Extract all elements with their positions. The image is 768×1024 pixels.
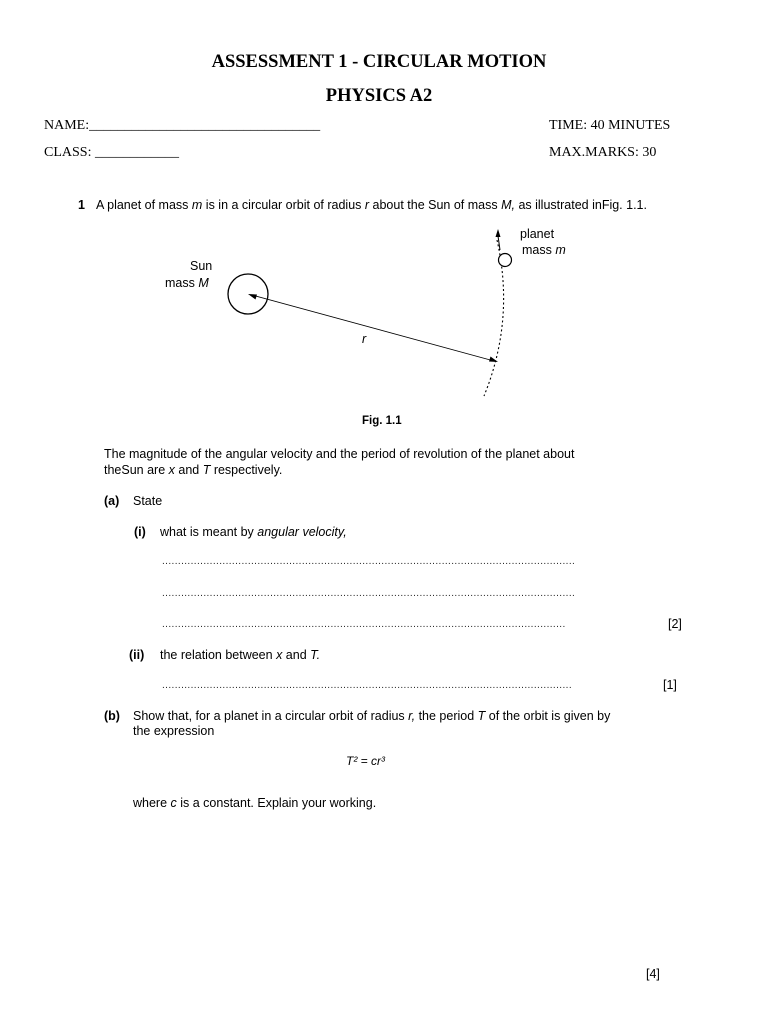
answer-line[interactable]: ............................................................................................................................... bbox=[162, 619, 566, 630]
question-number: 1 bbox=[78, 198, 85, 212]
planet-label: planet bbox=[520, 227, 555, 241]
radius-label: r bbox=[362, 332, 367, 346]
part-a-text: State bbox=[133, 494, 163, 508]
part-a-i-text-plain: what is meant by bbox=[160, 525, 258, 539]
page-subtitle: PHYSICS A2 bbox=[325, 86, 433, 106]
orbit-direction-line bbox=[498, 236, 500, 250]
part-a-i-text-italic: angular velocity, bbox=[257, 525, 347, 539]
intro-text: is in a circular orbit of radius bbox=[202, 198, 365, 212]
part-b-text-line2: the expression bbox=[133, 724, 215, 738]
part-b-where-text bbox=[133, 796, 376, 810]
part-a-ii-text-plain: and bbox=[282, 648, 311, 662]
page-title: ASSESSMENT 1 - CIRCULAR MOTION bbox=[211, 52, 547, 72]
part-a-label: (a) bbox=[104, 494, 120, 508]
planet-mass-symbol: m bbox=[555, 243, 566, 257]
sun-mass-symbol: M bbox=[198, 276, 209, 290]
max-marks-label: MAX.MARKS: 30 bbox=[549, 145, 657, 160]
para-text: theSun are bbox=[104, 463, 169, 477]
part-b-text-line1 bbox=[133, 709, 610, 723]
para-symbol-T: T bbox=[202, 463, 211, 477]
part-a-i-label: (i) bbox=[134, 525, 146, 539]
planet-mass-label bbox=[522, 243, 566, 257]
intro-text: about the Sun of mass bbox=[369, 198, 502, 212]
sun-label: Sun bbox=[190, 259, 213, 273]
orbit-diagram bbox=[0, 0, 768, 420]
part-b-text-plain: of the orbit is given by bbox=[485, 709, 611, 723]
part-b-text-plain: Show that, for a planet in a circular orbit of radius bbox=[133, 709, 409, 723]
answer-line[interactable]: .................................................................................................................................. bbox=[162, 588, 576, 599]
part-b-where-plain: where bbox=[133, 796, 171, 810]
part-a-ii-symbol-x: x bbox=[276, 648, 283, 662]
question-paragraph-line1: The magnitude of the angular velocity and the period of revolution of the planet about bbox=[104, 447, 575, 461]
question-paragraph-line2 bbox=[104, 463, 282, 477]
para-text: and bbox=[174, 463, 203, 477]
part-b-symbol-c: c bbox=[170, 796, 177, 810]
sun-mass-text: mass bbox=[165, 276, 199, 290]
time-label: TIME: 40 MINUTES bbox=[549, 118, 671, 133]
sun-mass-label bbox=[165, 276, 209, 290]
intro-symbol-M: M, bbox=[501, 198, 515, 212]
marks-indicator: [1] bbox=[663, 678, 677, 692]
intro-text: A planet of mass bbox=[96, 198, 192, 212]
part-a-ii-text bbox=[160, 648, 320, 662]
orbit-direction-arrow bbox=[496, 229, 501, 237]
part-b-label: (b) bbox=[104, 709, 120, 723]
part-a-ii-text-plain: the relation between bbox=[160, 648, 277, 662]
intro-symbol-r: r bbox=[364, 198, 370, 212]
class-field-label: CLASS: ____________ bbox=[44, 145, 179, 160]
intro-text: as illustrated inFig. 1.1. bbox=[514, 198, 647, 212]
part-b-symbol-r: r, bbox=[408, 709, 416, 723]
planet-mass-text: mass bbox=[522, 243, 556, 257]
equation: T² = cr³ bbox=[346, 754, 385, 768]
answer-line[interactable]: .................................................................................................................................. bbox=[162, 556, 576, 567]
para-symbol-x: x bbox=[168, 463, 175, 477]
planet-circle bbox=[499, 254, 512, 267]
part-a-i-text bbox=[160, 525, 347, 539]
radius-line bbox=[252, 295, 494, 361]
figure-caption: Fig. 1.1 bbox=[362, 415, 402, 427]
answer-line[interactable]: ................................................................................................................................. bbox=[162, 680, 573, 691]
part-a-ii-label: (ii) bbox=[129, 648, 145, 662]
part-b-symbol-T: T bbox=[477, 709, 486, 723]
marks-indicator: [2] bbox=[668, 617, 682, 631]
marks-indicator: [4] bbox=[646, 967, 660, 981]
part-b-text-plain: the period bbox=[415, 709, 478, 723]
name-field-label: NAME:_________________________________ bbox=[44, 118, 321, 133]
part-a-ii-symbol-T: T. bbox=[310, 648, 321, 662]
intro-symbol-m: m bbox=[191, 198, 203, 212]
part-b-where-plain: is a constant. Explain your working. bbox=[176, 796, 377, 810]
para-text: respectively. bbox=[210, 463, 283, 477]
